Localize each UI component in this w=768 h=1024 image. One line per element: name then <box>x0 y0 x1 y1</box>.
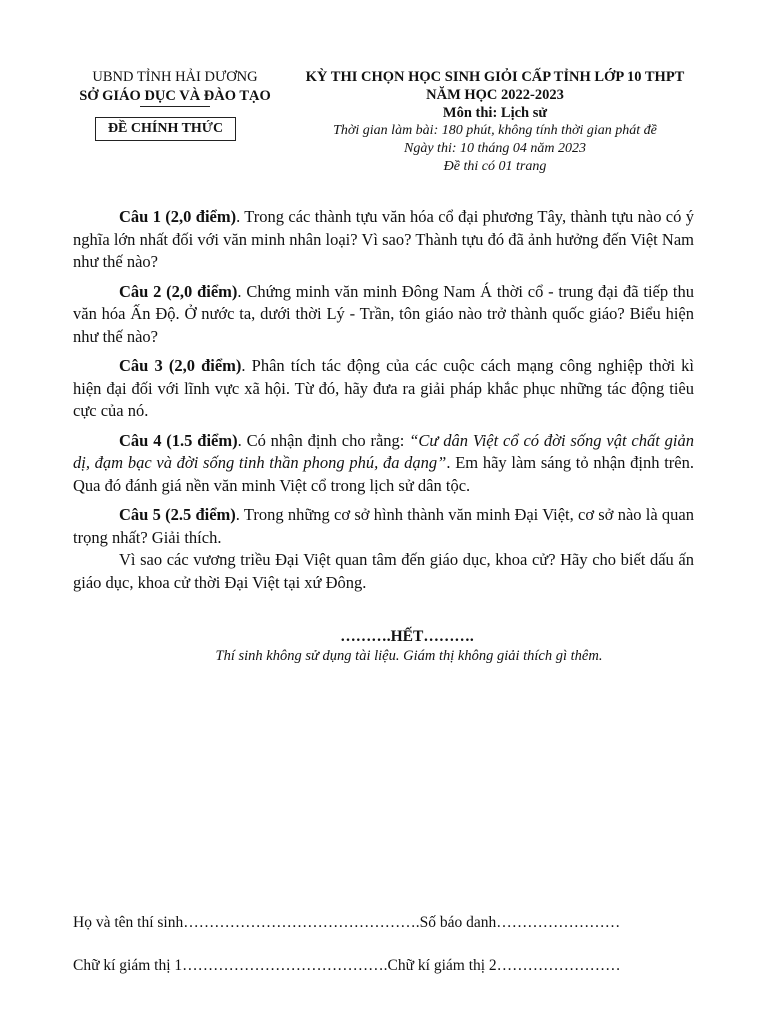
question-text: . Phân tích tác động của các cuộc cách mạng công nghiệp thời kì hiện đại đối với lĩnh vực xã hội. Từ đó, hãy đưa ra giải pháp khắc phục những tác động tiêu cực của nó. <box>73 356 694 420</box>
question-text-after: . Em hãy làm sáng tỏ nhận định trên. Qua đó đánh giá nền văn minh Việt cổ trong lịch sử dân tộc. <box>73 453 694 495</box>
question-label: Câu 1 (2,0 điểm) <box>119 207 237 226</box>
question-5-part-2: Vì sao các vương triều Đại Việt quan tâm đến giáo dục, khoa cử? Hãy cho biết dấu ấn giáo dục, khoa cử thời Đại Việt tại xứ Đông. <box>73 550 694 592</box>
exam-info-block <box>285 68 705 176</box>
exam-header <box>0 68 768 188</box>
question-1 <box>73 206 694 274</box>
question-2 <box>73 281 694 349</box>
end-mark: ……….HẾT………. <box>340 628 474 645</box>
question-label: Câu 3 (2,0 điểm) <box>119 356 242 375</box>
question-quote: “Cư dân Việt cổ có đời sống vật chất giản dị, đạm bạc và đời sống tinh thần phong phú, đa dạng” <box>73 430 695 472</box>
page-count: Đề thi có 01 trang <box>443 159 547 174</box>
header-underline <box>140 106 210 107</box>
question-text: . Chứng minh văn minh Đông Nam Á thời cổ - trung đại đã tiếp thu văn hóa Ấn Độ. Ở nước ta, dưới thời Lý - Trần, tôn giáo nào trở thành quốc giáo? Biểu hiện như thế nào? <box>73 281 694 346</box>
candidate-info-line: Họ và tên thí sinh……………………………………….Số báo danh…………………… <box>73 914 621 931</box>
question-label: Câu 4 (1.5 điểm) <box>119 430 238 450</box>
exam-duration: Thời gian làm bài: 180 phút, không tính thời gian phát đề <box>333 123 657 138</box>
issuing-authority-block <box>70 68 280 107</box>
question-label: Câu 2 (2,0 điểm) <box>119 281 238 301</box>
exam-note: Thí sinh không sử dụng tài liệu. Giám thị không giải thích gì thêm. <box>215 648 603 664</box>
proctor-signature-line: Chữ kí giám thị 1………………………………….Chữ kí giám thị 2…………………… <box>73 957 621 974</box>
question-3 <box>73 355 694 423</box>
exam-end <box>0 628 768 665</box>
official-exam-badge: ĐỀ CHÍNH THỨC <box>95 117 236 141</box>
question-label: Câu 5 (2.5 điểm) <box>119 505 236 524</box>
exam-title: KỲ THI CHỌN HỌC SINH GIỎI CẤP TỈNH LỚP 10 THPT <box>305 69 685 85</box>
exam-subject: Môn thi: Lịch sử <box>442 105 548 121</box>
exam-questions <box>73 206 694 601</box>
department-name: SỞ GIÁO DỤC VÀ ĐÀO TẠO <box>79 88 271 104</box>
question-text: . Trong các thành tựu văn hóa cổ đại phương Tây, thành tựu nào có ý nghĩa lớn nhất đối với văn minh nhân loại? Vì sao? Thành tựu đó đã ảnh hưởng đến Việt Nam như thế nào? <box>73 207 694 271</box>
question-text: . Có nhận định cho rằng: <box>237 430 410 450</box>
question-text: . Trong những cơ sở hình thành văn minh Đại Việt, cơ sở nào là quan trọng nhất? Giải thích. <box>73 505 694 547</box>
authority-name: UBND TỈNH HẢI DƯƠNG <box>92 69 258 85</box>
school-year: NĂM HỌC 2022-2023 <box>426 87 564 103</box>
exam-date: Ngày thi: 10 tháng 04 năm 2023 <box>404 141 586 156</box>
question-5 <box>73 504 694 549</box>
question-4 <box>73 430 694 498</box>
